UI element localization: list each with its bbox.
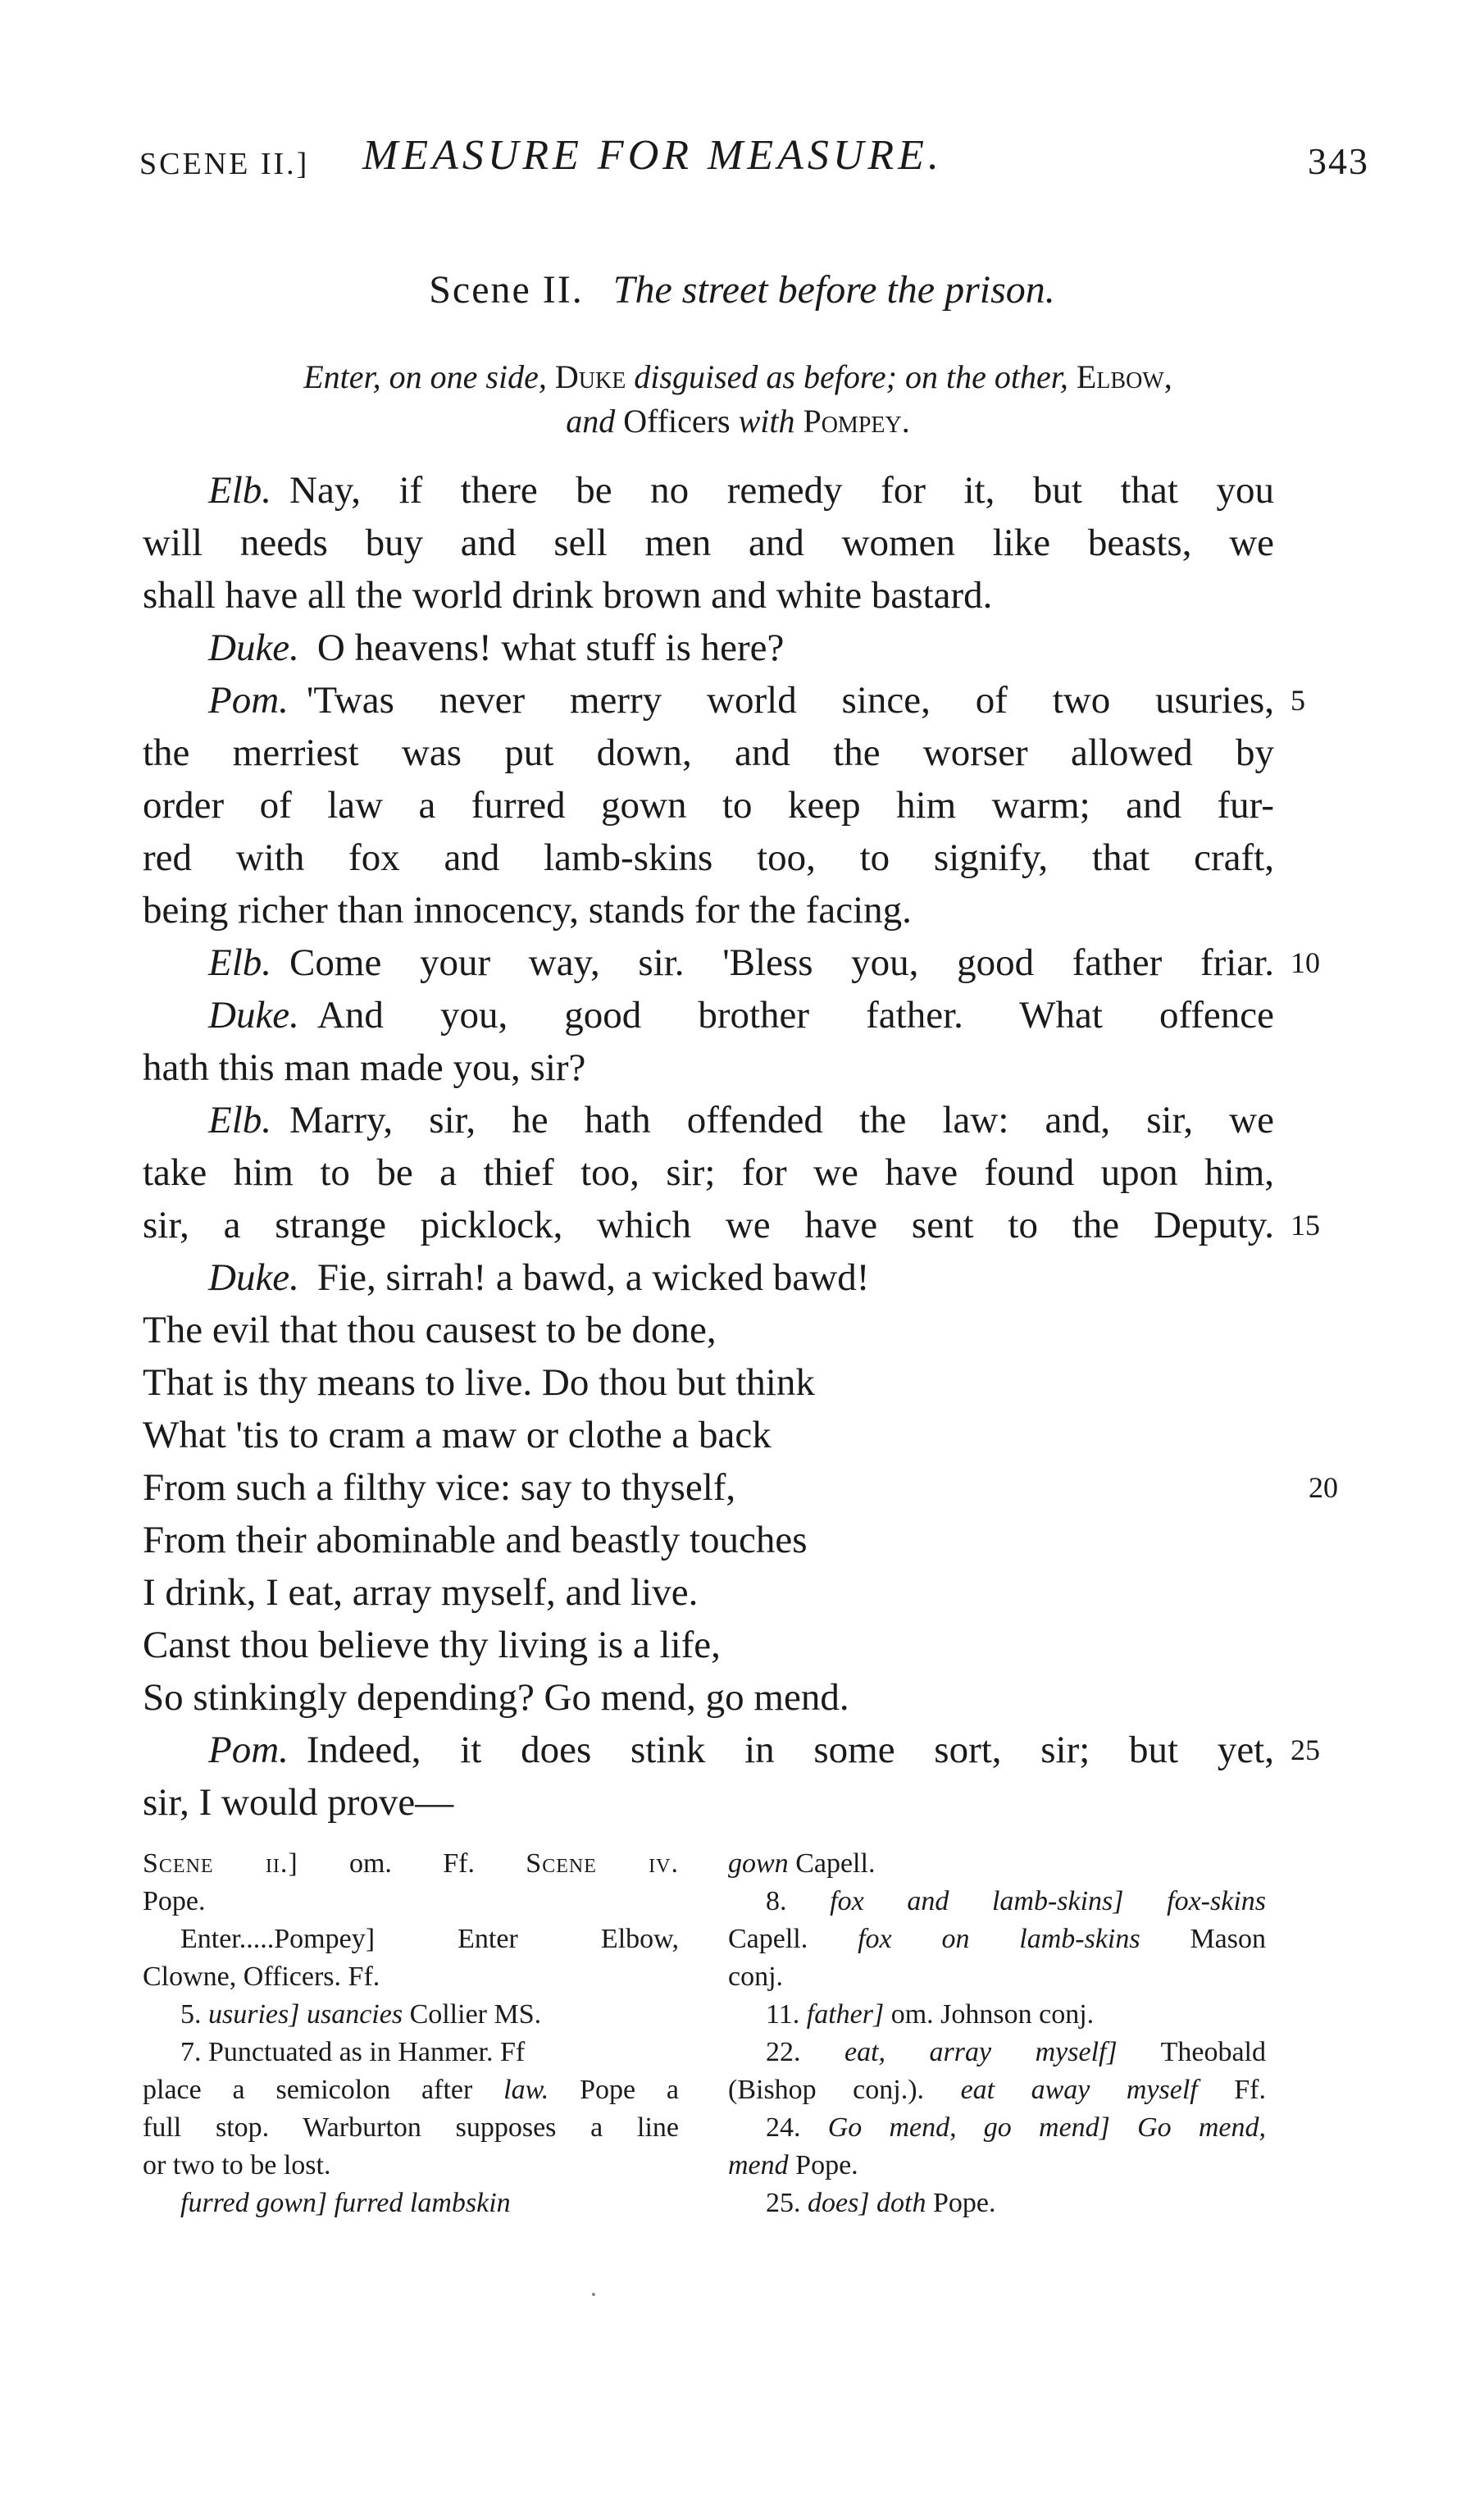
footnote-line <box>728 1845 1266 1883</box>
stage-character: Duke <box>554 358 626 395</box>
stage-text: Enter, on one side, <box>303 358 555 395</box>
running-head-scene: SCENE II.] <box>139 147 310 181</box>
footnote-text: Ff. <box>1197 2075 1266 2105</box>
footnote-text: conj. <box>728 1962 784 1992</box>
speaker-name: Duke. <box>208 994 299 1037</box>
footnote-text: fox on lamb-skins <box>858 1924 1140 1954</box>
text-line <box>143 1619 1274 1671</box>
line-text: take him to be a thief too, sir; for we have found upon him, <box>143 1151 1274 1194</box>
line-text: What 'tis to cram a maw or clothe a back <box>143 1414 772 1456</box>
footnote-text: full stop. Warburton supposes a line <box>143 2112 679 2143</box>
footnote-text: Scene iv. <box>526 1848 679 1879</box>
line-number: 5 <box>1291 684 1305 717</box>
footnotes-right-column <box>728 1845 1266 2222</box>
text-line <box>143 1514 1274 1566</box>
text-line <box>143 936 1320 989</box>
line-text: That is thy means to live. Do thou but think <box>143 1361 815 1404</box>
footnote-line <box>728 2185 1266 2222</box>
footnote-text: Theobald <box>1117 2037 1267 2067</box>
stage-character: Officers <box>623 403 731 440</box>
footnote-line <box>728 1921 1266 1958</box>
text-line <box>143 1146 1274 1199</box>
text-line <box>143 569 1274 622</box>
text-line <box>143 779 1274 832</box>
running-head <box>139 131 1369 197</box>
footnote-line <box>143 1921 679 1958</box>
footnote-line <box>728 2147 1266 2185</box>
line-number: 25 <box>1291 1734 1320 1766</box>
text-line <box>143 1566 1274 1619</box>
text-line <box>143 1724 1320 1776</box>
printer-mark <box>592 2293 595 2296</box>
speaker-name: Pom. <box>208 679 289 722</box>
text-line <box>143 622 1274 674</box>
footnote-text: place a semicolon after <box>143 2075 504 2105</box>
footnote-line <box>143 2185 679 2222</box>
footnote-line <box>143 1883 679 1921</box>
text-line <box>143 1356 1274 1409</box>
footnote-line <box>728 2071 1266 2109</box>
line-text: sir, a strange picklock, which we have sent to the Deputy. <box>143 1204 1274 1246</box>
footnote-line <box>143 2071 679 2109</box>
line-text: being richer than innocency, stands for the facing. <box>143 889 912 932</box>
footnote-text: Pope. <box>143 1886 206 1916</box>
footnote-line <box>728 2034 1266 2071</box>
line-text: order of law a furred gown to keep him warm; and fur- <box>143 784 1274 827</box>
footnote-line <box>143 2109 679 2147</box>
footnote-text: Pope. <box>926 2188 996 2218</box>
line-text: And you, good brother father. What offence <box>316 994 1274 1037</box>
text-line <box>143 1776 1274 1829</box>
text-line <box>143 1304 1274 1356</box>
footnote-text: Collier MS. <box>403 1999 542 2030</box>
text-line <box>143 517 1274 569</box>
footnote-text: 8. <box>766 1886 831 1916</box>
footnote-text: Capell. <box>788 1848 876 1879</box>
line-text: So stinkingly depending? Go mend, go mend. <box>143 1676 849 1719</box>
text-line <box>143 464 1274 517</box>
footnote-line <box>143 1996 679 2034</box>
text-line <box>143 989 1274 1041</box>
footnote-text: 25. <box>766 2188 808 2218</box>
footnotes-left-column <box>143 1845 679 2222</box>
line-text: Nay, if there be no remedy for it, but that you <box>289 469 1274 512</box>
footnote-text: Enter.....Pompey] Enter Elbow, <box>180 1924 679 1954</box>
speaker-name: Pom. <box>208 1729 289 1771</box>
footnote-text: gown <box>728 1848 789 1879</box>
speaker-name: Duke. <box>208 626 299 669</box>
scene-title: Scene II. <box>429 268 584 312</box>
page-number: 343 <box>1308 140 1369 182</box>
footnote-line <box>728 1958 1266 1996</box>
line-text: the merriest was put down, and the worser allowed by <box>143 731 1274 774</box>
stage-character: Pompey. <box>803 403 910 440</box>
footnote-text: 11. <box>766 1999 807 2030</box>
scene-location: The street before the prison. <box>612 268 1055 312</box>
stage-text: with <box>730 403 803 440</box>
speaker-name: Elb. <box>208 941 272 984</box>
line-text: Fie, sirrah! a bawd, a wicked bawd! <box>316 1256 870 1299</box>
footnote-text: fox and lamb-skins] fox-skins <box>830 1886 1267 1916</box>
stage-direction-line-1 <box>131 358 1345 396</box>
footnote-text: Clowne, Officers. Ff. <box>143 1962 380 1992</box>
line-number: 20 <box>1309 1471 1338 1504</box>
line-text: Indeed, it does stink in some sort, sir; but yet, <box>306 1729 1274 1771</box>
text-line <box>143 1041 1274 1094</box>
line-number: 15 <box>1291 1209 1320 1242</box>
line-text: Canst thou believe thy living is a life, <box>143 1624 721 1666</box>
text-line <box>143 832 1274 884</box>
line-text: Come your way, sir. 'Bless you, good father friar. <box>289 941 1274 984</box>
footnote-line <box>143 1845 679 1883</box>
footnote-text: om. Ff. <box>298 1848 526 1879</box>
footnote-text: Capell. <box>728 1924 858 1954</box>
footnote-text: 22. <box>766 2037 845 2067</box>
line-text: shall have all the world drink brown and white bastard. <box>143 574 993 617</box>
text-line <box>143 727 1274 779</box>
text-line <box>143 1461 1338 1514</box>
line-text: I drink, I eat, array myself, and live. <box>143 1571 699 1614</box>
line-text: From their abominable and beastly touches <box>143 1519 808 1561</box>
footnote-text: furred gown] furred lambskin <box>180 2188 511 2218</box>
footnote-line <box>728 2109 1266 2147</box>
text-line <box>143 1671 1274 1724</box>
line-text: red with fox and lamb-skins too, to signify, that craft, <box>143 836 1274 879</box>
text-line <box>143 1094 1274 1146</box>
text-line <box>143 1199 1320 1251</box>
footnote-text: eat away myself <box>960 2075 1198 2105</box>
line-number: 10 <box>1291 946 1320 979</box>
stage-character: Elbow, <box>1076 358 1172 395</box>
stage-direction-line-2 <box>131 402 1345 440</box>
footnote-text: eat, array myself] <box>844 2037 1118 2067</box>
footnote-line <box>728 1883 1266 1921</box>
line-text: O heavens! what stuff is here? <box>316 626 785 669</box>
footnote-text: 24. <box>766 2112 828 2143</box>
stage-text: and <box>566 403 624 440</box>
footnote-text: (Bishop conj.). <box>728 2075 961 2105</box>
text-line <box>143 884 1274 936</box>
line-text: sir, I would prove— <box>143 1781 454 1824</box>
line-text: From such a filthy vice: say to thyself, <box>143 1466 736 1509</box>
text-line <box>143 1409 1274 1461</box>
footnote-text: Go mend, go mend] Go mend, <box>827 2112 1266 2143</box>
footnote-text: usuries] usancies <box>208 1999 403 2030</box>
stage-text: disguised as before; on the other, <box>626 358 1077 395</box>
footnote-text: Mason <box>1140 1924 1266 1954</box>
speaker-name: Elb. <box>208 1099 272 1141</box>
footnote-text: om. Johnson conj. <box>884 1999 1095 2030</box>
line-text: will needs buy and sell men and women like beasts, we <box>143 522 1274 564</box>
footnote-text: or two to be lost. <box>143 2150 331 2180</box>
speaker-name: Elb. <box>208 469 272 512</box>
text-line <box>143 1251 1274 1304</box>
text-line <box>143 674 1305 727</box>
line-text: The evil that thou causest to be done, <box>143 1309 717 1351</box>
footnote-text: Pope a <box>549 2075 679 2105</box>
footnote-text: father] <box>806 1999 885 2030</box>
line-text: 'Twas never merry world since, of two usuries, <box>306 679 1274 722</box>
play-text <box>143 464 1338 1829</box>
running-head-title: MEASURE FOR MEASURE. <box>362 132 943 179</box>
line-text: Marry, sir, he hath offended the law: and, sir, we <box>289 1099 1274 1141</box>
footnote-text: mend <box>728 2150 789 2180</box>
speaker-name: Duke. <box>208 1256 299 1299</box>
scene-heading <box>0 267 1484 312</box>
footnote-text: Scene ii.] <box>143 1848 298 1879</box>
footnote-line <box>143 2147 679 2185</box>
footnote-text: law. <box>503 2075 549 2105</box>
footnote-line <box>728 1996 1266 2034</box>
footnote-text: 5. <box>180 1999 208 2030</box>
footnote-text: Pope. <box>788 2150 858 2180</box>
footnote-text: 7. Punctuated as in Hanmer. Ff <box>180 2037 526 2067</box>
footnote-text: does] doth <box>808 2188 926 2218</box>
footnote-line <box>143 1958 679 1996</box>
footnote-line <box>143 2034 679 2071</box>
line-text: hath this man made you, sir? <box>143 1046 586 1089</box>
